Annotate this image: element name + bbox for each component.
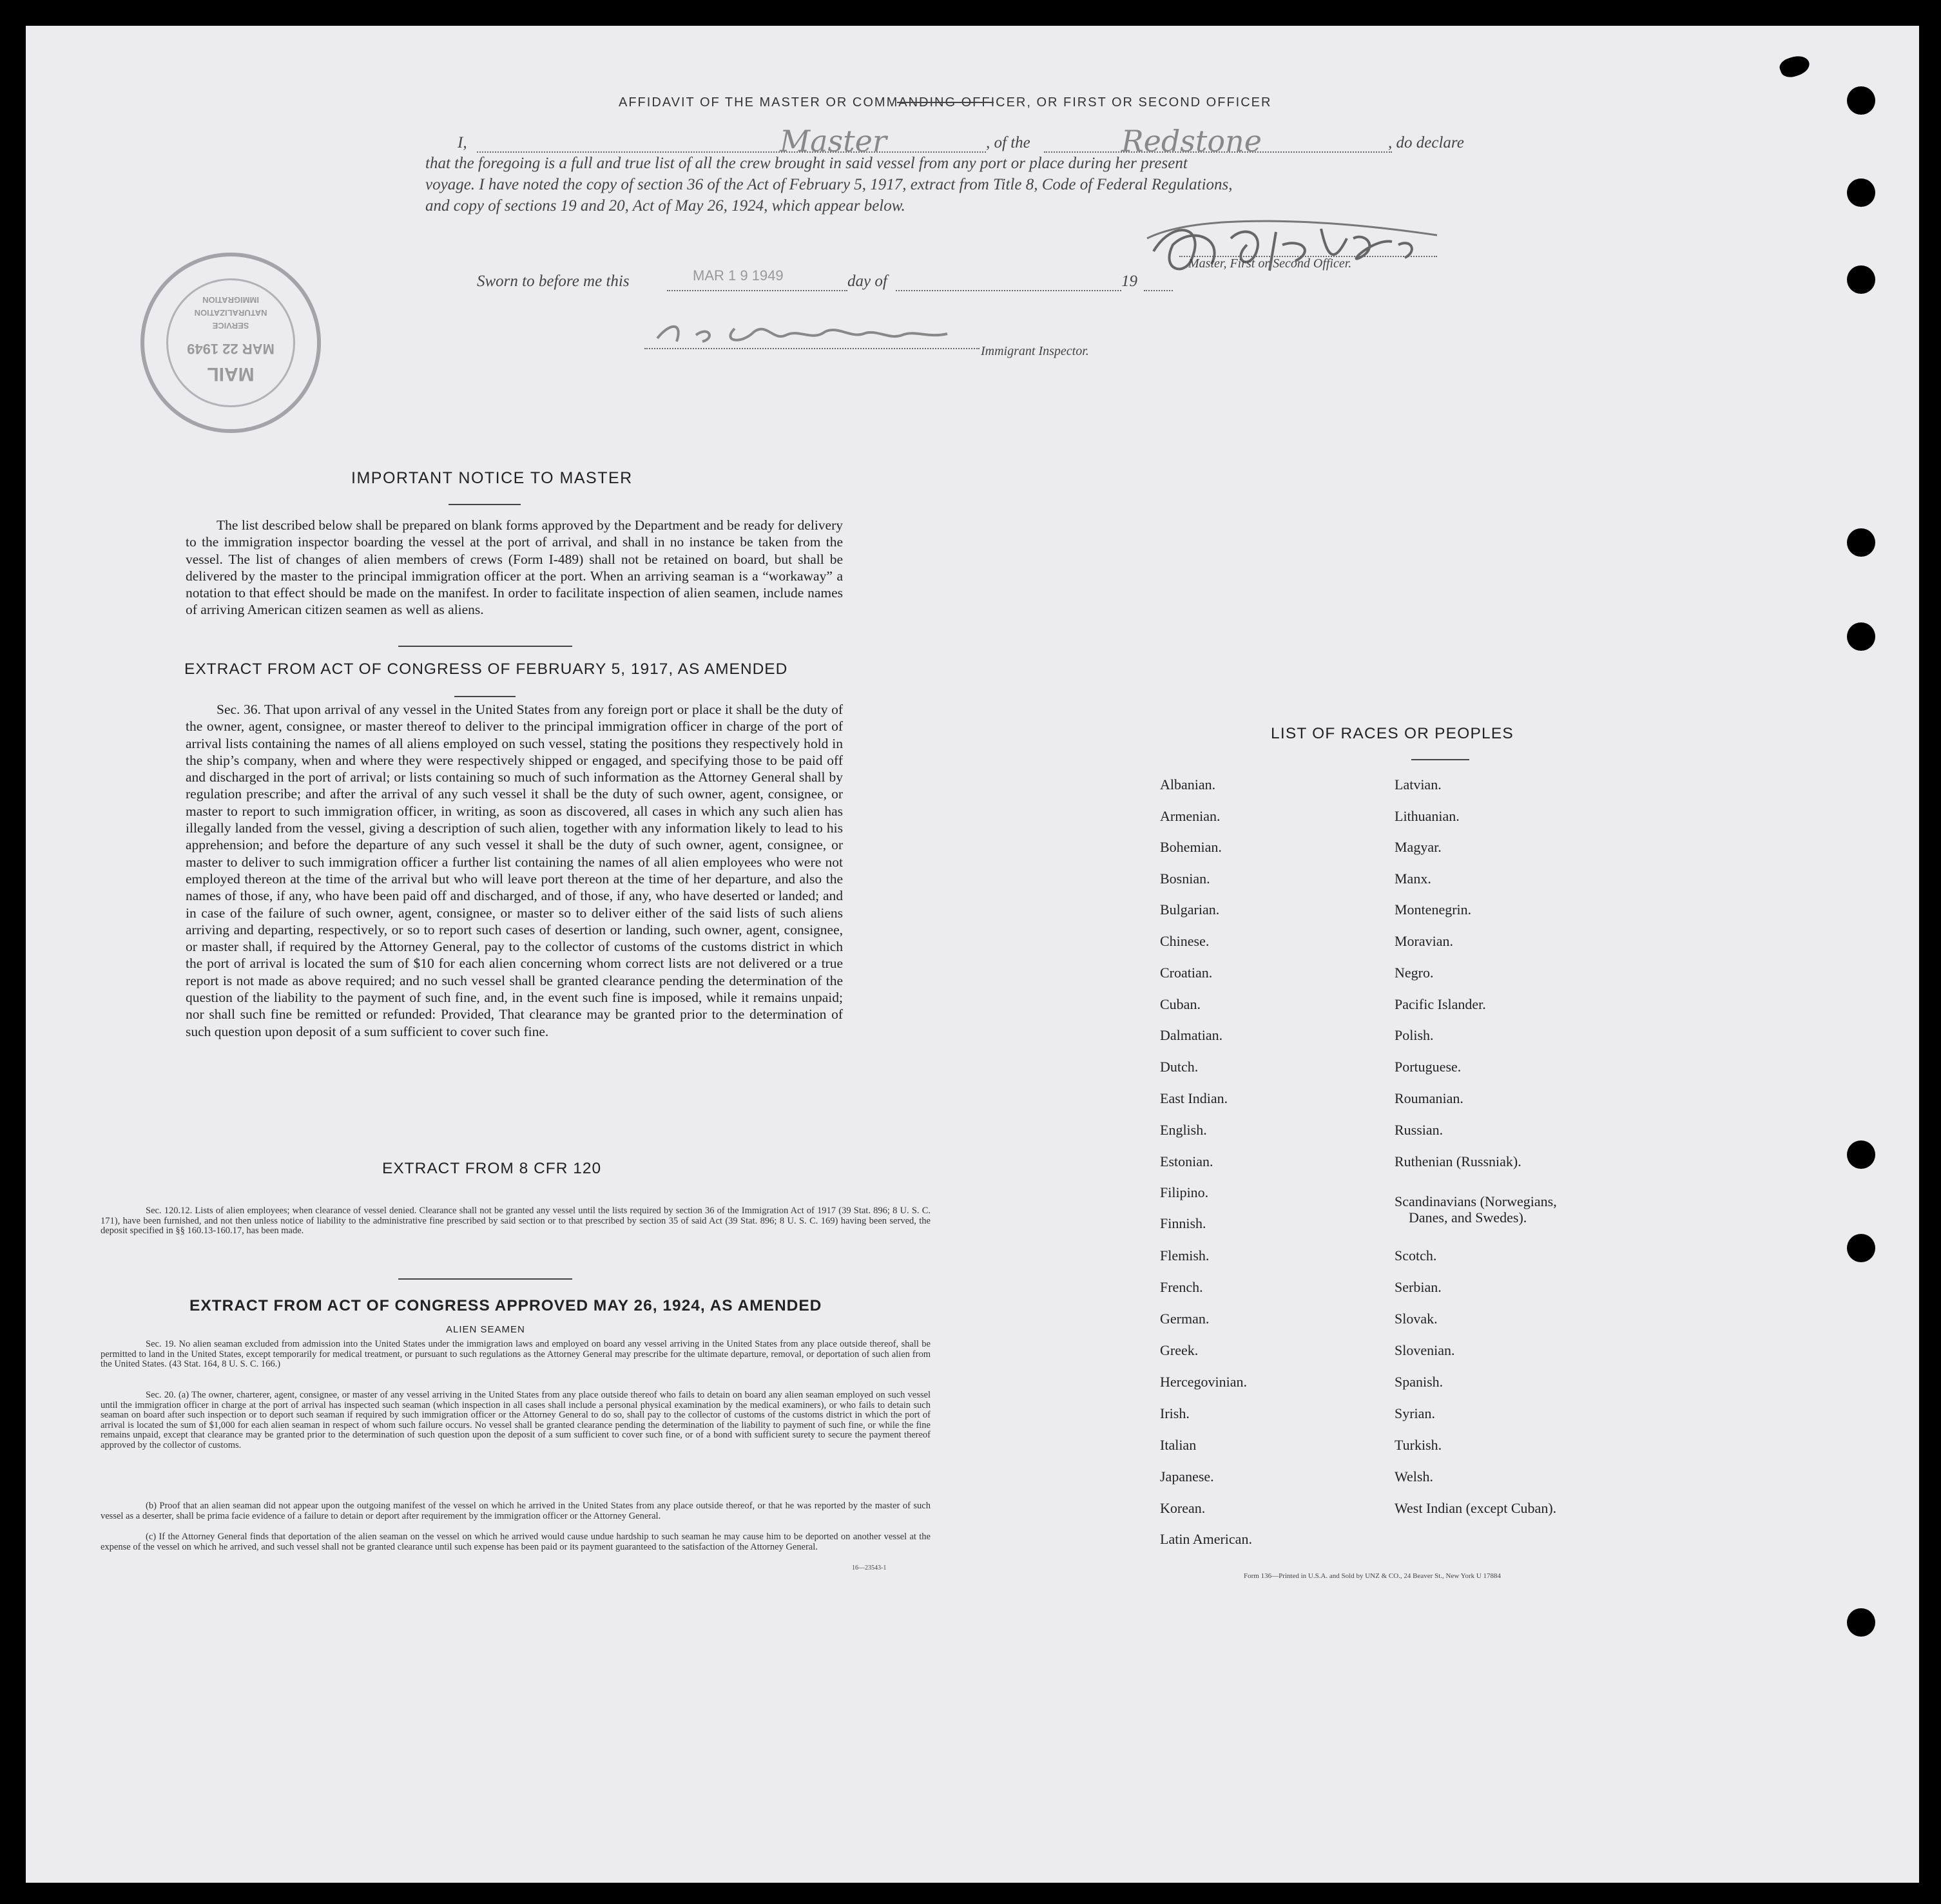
year-line bbox=[1144, 290, 1173, 291]
punch-hole bbox=[1847, 178, 1875, 207]
inspector-caption: Immigrant Inspector. bbox=[981, 344, 1089, 358]
race-item: Estonian. bbox=[1160, 1153, 1213, 1169]
race-item: Montenegrin. bbox=[1395, 901, 1472, 918]
race-item: Bohemian. bbox=[1160, 839, 1222, 855]
document-page bbox=[26, 26, 1919, 1883]
declaration-line-3: voyage. I have noted the copy of section 36 of the Act of February 5, 1917, extract from Title 8, Code of Federal Regulations, bbox=[425, 176, 1233, 193]
punch-hole bbox=[1847, 528, 1875, 557]
act-1917-title: EXTRACT FROM ACT OF CONGRESS OF FEBRUARY 5, 1917, AS AMENDED bbox=[184, 660, 788, 678]
race-item: Cuban. bbox=[1160, 996, 1201, 1012]
race-item: Negro. bbox=[1395, 965, 1434, 981]
races-title: LIST OF RACES OR PEOPLES bbox=[1271, 725, 1514, 742]
race-item: Korean. bbox=[1160, 1500, 1206, 1516]
act-1924-code: 16—23543-1 bbox=[852, 1564, 887, 1572]
officer-rank-handwritten: Master bbox=[780, 124, 887, 159]
race-item: Flemish. bbox=[1160, 1247, 1210, 1264]
year-prefix: 19 bbox=[1121, 273, 1137, 290]
race-item: Finnish. bbox=[1160, 1215, 1206, 1231]
race-item: Russian. bbox=[1395, 1122, 1444, 1138]
stamp-mail: MAIL bbox=[207, 363, 255, 385]
declaration-line-4: and copy of sections 19 and 20, Act of May 26, 1924, which appear below. bbox=[425, 197, 905, 215]
race-item: Chinese. bbox=[1160, 933, 1210, 949]
act-1924-sec-20c: (c) If the Attorney General finds that deportation of the alien seaman on the vessel on which he arrived would cause undue hardship to such seaman he may cause him to be deported on another vessel at the expense of the vessel on which he arrived, and such vessel shall not be granted clearance until such expense has been paid or its payment guaranteed to the satisfaction of the Attorney General. bbox=[101, 1532, 931, 1552]
stamp-date: MAR 22 1949 bbox=[187, 341, 275, 357]
race-item: Spanish. bbox=[1395, 1374, 1444, 1390]
title-rule bbox=[897, 102, 994, 103]
race-item: Danes, and Swedes). bbox=[1409, 1209, 1527, 1226]
race-item: Croatian. bbox=[1160, 965, 1213, 981]
declaration-line-2: that the foregoing is a full and true list of all the crew brought in said vessel from any port or place during her present bbox=[425, 155, 1188, 172]
race-item: Slovenian. bbox=[1395, 1342, 1455, 1358]
race-item: Scandinavians (Norwegians, bbox=[1395, 1193, 1557, 1209]
race-item: East Indian. bbox=[1160, 1090, 1228, 1106]
stamp-line-1: IMMIGRATION bbox=[202, 295, 259, 305]
printer-footer: Form 136—Printed in U.S.A. and Sold by UNZ & CO., 24 Beaver St., New York U 17884 bbox=[1244, 1572, 1502, 1580]
stamp-line-2: NATURALIZATION bbox=[194, 308, 267, 318]
notice-rule bbox=[449, 504, 521, 505]
act-1924-sec-20a: Sec. 20. (a) The owner, charterer, agent, consignee, or master of any vessel arriving in the United States from any place outside thereof who fails to detain on board any alien seaman employed on such vessel until the immigration officer in charge at the port of arrival has inspected such seaman (which inspection in all cases shall include a personal physical examination by the medical examiners), or who fails to detain such seaman on board after such inspection or to deport such seaman if required by such immigration officer or the Attorney General to do so, shall pay to the collector of customs of the customs district in which the port of arrival is located the sum of $1,000 for each alien seaman in respect of whom such failure occurs. No vessel shall be granted clearance pending the determination of the liability to payment of such fine, or while the fine remains unpaid, except that clearance may be granted prior to the determination of such question upon the deposit of a sum sufficient to cover such fine, or of a bond with sufficient surety to secure the payment thereof approved by the collector of customs. bbox=[101, 1390, 931, 1450]
race-item: Roumanian. bbox=[1395, 1090, 1463, 1106]
race-item: Welsh. bbox=[1395, 1468, 1433, 1485]
master-signature bbox=[1134, 200, 1456, 290]
race-item: French. bbox=[1160, 1279, 1203, 1295]
race-item: English. bbox=[1160, 1122, 1207, 1138]
race-item: Latvian. bbox=[1395, 776, 1442, 793]
sworn-date-stamp: MAR 1 9 1949 bbox=[693, 267, 784, 284]
cfr-title: EXTRACT FROM 8 CFR 120 bbox=[382, 1160, 602, 1177]
race-item: Filipino. bbox=[1160, 1184, 1209, 1200]
punch-hole bbox=[1847, 86, 1875, 115]
signature-caption: Master, First or Second Officer. bbox=[1188, 256, 1352, 271]
cfr-body: Sec. 120.12. Lists of alien employees; when clearance of vessel denied. Clearance shall not be granted any vessel until the lists required by section 36 of the Immigration Act of 1917 (39 Stat. 896; 8 U. S. C. 171), have been furnished, and not then unless notice of liability to the administrative fine prescribed by said section or to that prescribed by section 35 of said Act (39 Stat. 896; 8 U. S. C. 169) having been served, the deposit specified in §§ 160.13-160.17, has been made. bbox=[101, 1206, 931, 1236]
vessel-name-handwritten: Redstone bbox=[1121, 124, 1262, 159]
do-declare-label: , do declare bbox=[1388, 134, 1464, 151]
race-item: German. bbox=[1160, 1311, 1210, 1327]
inspector-line bbox=[644, 348, 980, 349]
race-item: Lithuanian. bbox=[1395, 808, 1460, 824]
race-item: Polish. bbox=[1395, 1027, 1434, 1043]
officer-rank-line bbox=[477, 151, 986, 153]
race-item: Latin American. bbox=[1160, 1531, 1252, 1547]
cfr-divider bbox=[398, 1278, 572, 1280]
race-item: Bosnian. bbox=[1160, 870, 1210, 887]
race-item: Japanese. bbox=[1160, 1468, 1214, 1485]
punch-hole bbox=[1847, 1140, 1875, 1169]
race-item: Scotch. bbox=[1395, 1247, 1437, 1264]
race-item: Slovak. bbox=[1395, 1311, 1438, 1327]
race-item: Dalmatian. bbox=[1160, 1027, 1223, 1043]
race-item: Albanian. bbox=[1160, 776, 1216, 793]
act-1917-rule bbox=[454, 696, 516, 697]
race-item: Dutch. bbox=[1160, 1059, 1199, 1075]
immigration-stamp bbox=[140, 253, 321, 433]
race-item: Irish. bbox=[1160, 1405, 1190, 1421]
notice-title: IMPORTANT NOTICE TO MASTER bbox=[351, 469, 633, 487]
race-item: Armenian. bbox=[1160, 808, 1221, 824]
punch-hole bbox=[1847, 1608, 1875, 1637]
races-rule bbox=[1411, 759, 1469, 760]
act-1924-subtitle: ALIEN SEAMEN bbox=[446, 1324, 525, 1335]
affidavit-title: AFFIDAVIT OF THE MASTER OR COMMANDING OFFICER, OR FIRST OR SECOND OFFICER bbox=[619, 95, 1272, 110]
punch-hole bbox=[1847, 1234, 1875, 1262]
declaration-i-label: I, bbox=[458, 134, 467, 151]
of-the-label: , of the bbox=[986, 134, 1030, 151]
race-item: Italian bbox=[1160, 1437, 1197, 1453]
race-item: Portuguese. bbox=[1395, 1059, 1462, 1075]
day-of-label: day of bbox=[847, 273, 887, 290]
stamp-line-3: SERVICE bbox=[212, 321, 249, 331]
race-item: Manx. bbox=[1395, 870, 1431, 887]
race-item: Serbian. bbox=[1395, 1279, 1442, 1295]
race-item: Syrian. bbox=[1395, 1405, 1435, 1421]
race-item: West Indian (except Cuban). bbox=[1395, 1500, 1557, 1516]
race-item: Bulgarian. bbox=[1160, 901, 1220, 918]
sworn-label: Sworn to before me this bbox=[477, 273, 630, 290]
race-item: Magyar. bbox=[1395, 839, 1442, 855]
act-1924-sec-19: Sec. 19. No alien seaman excluded from admission into the United States under the immigration laws and employed on board any vessel arriving in the United States from any place outside thereof, shall be permitted to land in the United States, except temporarily for medical treatment, or pursuant to such regulations as the Attorney General may prescribe for the ultimate departure, removal, or deportation of such alien from the United States. (43 Stat. 164, 8 U. S. C. 166.) bbox=[101, 1339, 931, 1370]
month-line bbox=[896, 290, 1121, 291]
race-item: Greek. bbox=[1160, 1342, 1199, 1358]
sworn-day-line bbox=[667, 290, 847, 291]
race-item: Turkish. bbox=[1395, 1437, 1442, 1453]
notice-body: The list described below shall be prepared on blank forms approved by the Department and be ready for delivery to the immigration inspector boarding the vessel at the port of arrival, and shall in no instance be taken from the vessel. The list of changes of alien members of crews (Form I-489) shall not be retained on board, but shall be delivered by the master to the principal immigration officer at the port. When an arriving seaman is a “workaway” a notation to that effect should be made on the manifest. In order to facilitate inspection of alien seamen, include names of arriving American citizen seamen as well as aliens. bbox=[186, 517, 843, 618]
punch-hole bbox=[1847, 265, 1875, 294]
race-item: Hercegovinian. bbox=[1160, 1374, 1247, 1390]
race-item: Ruthenian (Russniak). bbox=[1395, 1153, 1521, 1169]
punch-hole bbox=[1847, 622, 1875, 651]
act-1917-body: Sec. 36. That upon arrival of any vessel in the United States from any foreign port or place it shall be the duty of the owner, agent, consignee, or master thereof to deliver to the principal immigration officer in charge of the port of arrival lists containing the names of all aliens employed on such vessel, stating the positions they respectively hold in the ship’s company, when and where they were respectively shipped or engaged, and specifying those to be paid off and discharged in the port of arrival; or lists containing so much of such information as the Attorney General shall by regulation prescribe; and after the arrival of any such vessel it shall be the duty of such owner, agent, consignee, or master to report to such immigration officer, in writing, as soon as discovered, all cases in which any such alien has illegally landed from the vessel, giving a description of such alien, together with any information likely to lead to his apprehension; and before the departure of any such vessel it shall be the duty of such owner, agent, consignee, or master to deliver to such immigration officer a further list containing the names of all alien employees who were not employed thereon at the time of the arrival but who will leave port thereon at the time of her departure, and also the names of those, if any, who have been paid off and discharged, and of those, if any, who have deserted or landed; and in case of the failure of such owner, agent, consignee, or master so to deliver either of the said lists of such aliens arriving and departing, respectively, or so to report such cases of desertion or landing, such owner, agent, consignee, or master shall, if required by the Attorney General, pay to the collector of customs of the customs district in which the port of arrival is located the sum of $10 for each alien concerning whom correct lists are not delivered or a true report is not made as above required; and no such vessel shall be granted clearance pending the determination of the question of the liability to the payment of such fine, and, in the event such fine is imposed, while it remains unpaid; nor shall such fine be remitted or refunded: Provided, That clearance may be granted prior to the determination of such question upon deposit of a sum sufficient to cover such fine. bbox=[186, 702, 843, 1039]
act-1924-title: EXTRACT FROM ACT OF CONGRESS APPROVED MAY 26, 1924, AS AMENDED bbox=[189, 1297, 822, 1314]
race-item: Pacific Islander. bbox=[1395, 996, 1486, 1012]
race-item: Moravian. bbox=[1395, 933, 1454, 949]
notice-divider bbox=[398, 646, 572, 647]
act-1924-sec-20b: (b) Proof that an alien seaman did not appear upon the outgoing manifest of the vessel on which he arrived in the United States from any place outside thereof, or that he was reported by the master of such vessel as a deserter, shall be prima facie evidence of a failure to detain or deport after requirement by the immigration officer or the Attorney General. bbox=[101, 1501, 931, 1521]
